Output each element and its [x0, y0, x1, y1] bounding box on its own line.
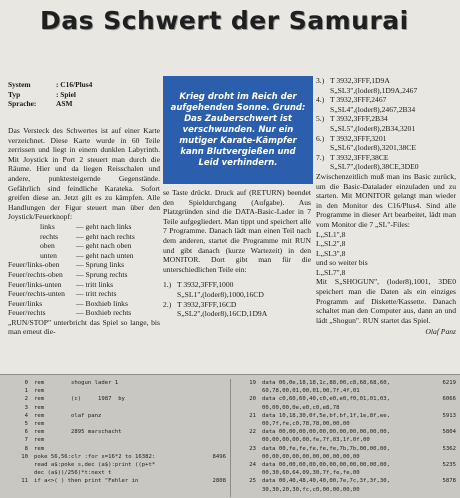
listing-line — [8, 420, 226, 428]
teaser-box — [163, 76, 313, 184]
line-number — [236, 436, 256, 444]
control-input: Feuer/links-unten — [8, 279, 62, 289]
step-command: T 3932,3FFF,2B34 S„SL5",(loder8),2B34,3201 — [330, 114, 416, 133]
program-listing — [0, 374, 460, 498]
control-input: Feuer/rechts-unten — [8, 289, 65, 299]
line-checksum: 8496 — [212, 453, 226, 460]
control-action: — Boxhieb rechts — [76, 308, 131, 318]
listing-line — [8, 387, 226, 395]
line-code: rem — [34, 445, 45, 452]
control-row — [8, 232, 160, 242]
line-checksum: 2808 — [212, 478, 226, 485]
listing-line — [236, 395, 456, 403]
listing-line — [236, 461, 456, 469]
monitor-step — [163, 280, 311, 299]
column-2 — [163, 188, 311, 319]
line-number — [8, 469, 28, 477]
line-number: 2 — [24, 396, 28, 403]
step-number: 1.) — [163, 280, 172, 290]
step-number: 6.) — [316, 133, 325, 143]
outro-text: „RUN/STOP" unterbricht das Spiel so lange, bis man erneut die- — [8, 317, 160, 337]
meta-value: ASM — [56, 99, 73, 108]
line-checksum — [196, 461, 226, 469]
control-input: unten — [40, 250, 57, 260]
line-code: data 00,00,00,00,00,00,00,00,00,00,00, — [262, 462, 390, 469]
line-checksum — [426, 469, 456, 477]
listing-line — [236, 379, 456, 387]
line-code: rem — [34, 437, 45, 444]
control-table — [8, 222, 160, 318]
control-input: oben — [40, 241, 55, 251]
line-number: 11 — [21, 478, 28, 485]
line-number: 22 — [249, 429, 256, 436]
step-number: 2.) — [163, 299, 172, 309]
control-input: Feuer/links-oben — [8, 260, 60, 270]
line-number: 24 — [249, 462, 256, 469]
line-code: 60,78,00,01,00,01,00,7f,4f,01 — [262, 388, 360, 395]
control-input: Feuer/rechts — [8, 308, 46, 318]
listing-line — [236, 436, 456, 444]
line-checksum — [196, 436, 226, 444]
control-input: links — [40, 221, 55, 231]
listing-line — [236, 453, 456, 461]
line-code: rem — [34, 421, 45, 428]
step-command: T 3932,3FFF,2467 S„SL4",(loder8),2467,2B34 — [330, 95, 416, 114]
line-number: 1 — [24, 388, 28, 395]
basic-loader-text: Zwischenzeitlich muß man ins Basic zurück, um die Basic-Datalader einzuladen und zu starten. Mit MONITOR gelangt man wieder in den Monitor des C16/Plus4. Sind alle Programme in dieser Art bearbeitet, lädt man vom Monitor die 7 „SL"-Files: — [316, 171, 456, 229]
line-code: data c0,60,60,40,c0,e0,e0,f0,01,01,03, — [262, 396, 390, 403]
author-signature: Olaf Panz — [425, 327, 456, 337]
line-number — [236, 486, 256, 494]
line-code: data 00,40,48,40,40,00,7e,7c,3f,3f,30, — [262, 478, 390, 485]
control-input: Feuer/links — [8, 298, 43, 308]
control-action: — Sprung rechts — [76, 270, 127, 280]
listing-right-column — [236, 379, 456, 494]
line-checksum — [196, 387, 226, 395]
listing-line — [8, 412, 226, 420]
monitor-step — [316, 134, 456, 153]
control-row — [8, 222, 160, 232]
listing-line — [236, 420, 456, 428]
listing-line — [8, 379, 226, 387]
listing-line — [8, 395, 226, 403]
control-row — [8, 270, 160, 280]
line-checksum — [196, 395, 226, 403]
line-number: 6 — [24, 429, 28, 436]
control-row — [8, 260, 160, 270]
monitor-steps-list-continued — [316, 76, 456, 172]
line-code: data 06,0e,18,18,1c,88,00,c8,68,68,60, — [262, 380, 390, 386]
listing-line — [236, 412, 456, 420]
line-number: 10 — [21, 453, 28, 460]
teaser-text: Krieg droht im Reich der aufgehenden Sonne. Grund: Das Zauberschwert ist verschwunden. Nur ein mutiger Karate-Kämpfer kann Blutvergießen und Leid verhindern. — [170, 91, 306, 168]
control-input: Feuer/rechts-oben — [8, 269, 63, 279]
line-number — [236, 387, 256, 395]
line-number: 23 — [249, 445, 256, 452]
line-code: rem (c) 1987 by — [34, 396, 125, 403]
line-checksum — [426, 404, 456, 412]
step-number: 3.) — [316, 76, 325, 85]
control-row — [8, 299, 160, 309]
line-checksum: 5362 — [442, 445, 456, 452]
control-action: — geht nach oben — [76, 241, 131, 251]
line-checksum — [196, 420, 226, 428]
line-checksum — [426, 420, 456, 428]
step-command: T 3932,3FFF,16CD S„SL2",(loder8),16CD,1D9A — [177, 299, 268, 319]
step-number: 4.) — [316, 95, 325, 105]
listing-line — [8, 445, 226, 453]
meta-row — [8, 99, 92, 109]
listing-line — [236, 445, 456, 453]
meta-key: Typ — [8, 89, 21, 99]
line-code: 00,7f,fe,c0,78,78,00,00,00 — [262, 421, 350, 428]
line-number: 0 — [24, 380, 28, 386]
line-number: 21 — [249, 412, 256, 419]
listing-line — [236, 428, 456, 436]
control-action: — Boxhieb links — [76, 299, 128, 309]
listing-line — [8, 428, 226, 436]
control-action: — tritt links — [76, 280, 113, 290]
line-checksum — [426, 387, 456, 395]
meta-row — [8, 90, 92, 100]
line-number — [236, 453, 256, 461]
column-1 — [8, 126, 160, 337]
line-code: rem 2895 marschacht — [34, 429, 122, 436]
line-code: data 10,18,30,0f,5e,bf,bf,1f,1e,8f,ee, — [262, 412, 390, 419]
line-number — [236, 469, 256, 477]
line-code: dec (a$))/256)*t:next t — [34, 470, 112, 477]
line-code: if a<>( ) then print "Fehler in — [34, 478, 139, 485]
meta-row — [8, 80, 92, 90]
final-instructions-text: Mit S„SHOGUN", (loder8),1001, 3DE0 speichert man die Daten als ein einziges Programm auf Diskette/Kassette. Danach schaltet man den Computer aus, dann an und lädt „Shogun". RUN startet das Spiel. — [316, 277, 456, 325]
line-checksum — [196, 404, 226, 412]
control-row — [8, 280, 160, 290]
file-load-list: L„SL1",8 L„SL2",8 L„SL3",8 und so weiter bis L„SL7",8 — [316, 229, 368, 277]
control-row — [8, 308, 160, 318]
program-meta — [8, 80, 92, 109]
control-row — [8, 241, 160, 251]
listing-left-column — [8, 379, 226, 486]
line-number — [236, 404, 256, 412]
listing-line — [8, 404, 226, 412]
listing-line — [236, 469, 456, 477]
line-number: 4 — [24, 412, 28, 419]
monitor-steps-list — [163, 280, 311, 318]
monitor-step — [163, 300, 311, 319]
step-command: T 3932,3FFF,3201 S„SL6",(loder8),3201,38CE — [330, 133, 416, 153]
line-code: 00,00,00,00,00,fe,7f,03,1f,0f,00 — [262, 437, 370, 444]
line-number: 8 — [24, 445, 28, 452]
line-checksum — [196, 445, 226, 453]
control-action: — geht nach unten — [76, 251, 134, 261]
control-action: — tritt rechts — [76, 289, 117, 299]
line-checksum — [426, 436, 456, 444]
line-number: 7 — [24, 437, 28, 444]
line-code: poke 56,56:clr :for s=16*2 to 16382: — [34, 453, 156, 460]
line-checksum: 5804 — [442, 429, 456, 436]
meta-key: Sprache: — [8, 99, 37, 108]
line-checksum — [196, 428, 226, 436]
monitor-step — [316, 153, 456, 172]
line-checksum: 5913 — [442, 412, 456, 419]
line-checksum: 6066 — [442, 396, 456, 403]
line-code: 00,00,00,0e,e0,c0,e8,78 — [262, 404, 340, 411]
control-input: rechts — [40, 231, 59, 241]
line-checksum — [196, 379, 226, 387]
control-action: — geht nach links — [76, 222, 131, 232]
line-code: 30,30,20,30,fc,c0,00,00,00,00 — [262, 486, 360, 493]
line-checksum — [426, 453, 456, 461]
step-command: T 3932,3FFF,38CE S„SL7",(loder8),38CE,3DE0 — [330, 152, 419, 172]
step-command: T 3932,3FFF,1000 S„SL1",(loder8),1000,16CD — [177, 280, 264, 299]
line-code: data 00,fe,fe,fe,fe,fe,7b,7b,00,00,00, — [262, 445, 390, 452]
line-number: 19 — [249, 380, 256, 386]
line-checksum — [196, 469, 226, 477]
line-code: rem olaf panz — [34, 412, 102, 419]
line-checksum: 6219 — [442, 380, 456, 386]
line-code: data 00,00,00,00,00,00,00,00,00,00,00, — [262, 429, 390, 436]
column-3 — [316, 76, 456, 337]
listing-line — [236, 486, 456, 494]
listing-line — [8, 436, 226, 444]
listing-divider — [230, 379, 231, 497]
listing-line — [8, 453, 226, 461]
line-number — [8, 461, 28, 469]
step-number: 7.) — [316, 152, 325, 162]
listing-line — [236, 404, 456, 412]
line-checksum: 5878 — [442, 478, 456, 485]
line-code: rem — [34, 388, 45, 395]
intro-text: Das Versteck des Schwertes ist auf einer Karte verzeichnet. Diese Karte wurde in 60 Teile zerrissen und liegt in einem dunklen Labyrinth. Mit Joystick in Port 2 steuert man durch die Räume. Hier und da liegen Reisschalen und andere, punktesteigernde Gegenstände. Gefährlich sind feindliche Karateka. Sofort greifen diese an. Jetzt gilt es zu kämpfen. Alle Handlungen der Figur steuert man über den Joystick/Feuerknopf: — [8, 126, 160, 222]
line-checksum — [196, 412, 226, 420]
step-number: 5.) — [316, 114, 325, 124]
control-row — [8, 289, 160, 299]
line-code: 00,30,60,64,09,30,7f,fe,fe,00 — [262, 470, 360, 477]
listing-line — [8, 477, 226, 485]
line-checksum — [426, 486, 456, 494]
listing-line — [8, 461, 226, 469]
listing-line — [236, 477, 456, 485]
control-action: — Sprung links — [76, 260, 124, 270]
meta-value: : C16/Plus4 — [56, 80, 93, 89]
line-code: rem shogun lader 1 — [34, 380, 119, 386]
control-action: — geht nach rechts — [76, 232, 135, 242]
step-command: T 3932,3FFF,1D9A S„SL3",(loder8),1D9A,2467 — [330, 76, 418, 95]
page-title: Das Schwert der Samurai — [40, 6, 409, 35]
instructions-text: se Taste drückt. Druck auf (RETURN) beendet den Spieldurchgang (Aufgabe). Aus Platzgründen sind die DATA-Basic-Lader in 7 Teile aufgegliedert. Man tippt und speichert alle 7 Programme. Danach lädt man einen Teil nach dem anderen, startet die Programme mit RUN und gibt danach (kurze Wartezeit) in den MONITOR. Dort gibt man für die unterschiedlichen Teile ein: — [163, 188, 311, 274]
monitor-step — [316, 76, 456, 95]
line-number: 5 — [24, 421, 28, 428]
meta-key: System — [8, 80, 31, 89]
line-number: 3 — [24, 404, 28, 411]
line-code: 00,00,00,00,00,00,00,00,00,00 — [262, 453, 360, 460]
monitor-step — [316, 114, 456, 133]
listing-line — [236, 387, 456, 395]
line-code: read a$:poke s,dec (a$):print ((p+t* — [34, 462, 156, 469]
line-checksum: 5235 — [442, 462, 456, 469]
control-row — [8, 251, 160, 261]
listing-line — [8, 469, 226, 477]
monitor-step — [316, 95, 456, 114]
meta-value: : Spiel — [56, 89, 76, 99]
line-code: rem — [34, 404, 45, 411]
line-number: 25 — [249, 478, 256, 485]
line-number — [236, 420, 256, 428]
line-number: 20 — [249, 396, 256, 403]
